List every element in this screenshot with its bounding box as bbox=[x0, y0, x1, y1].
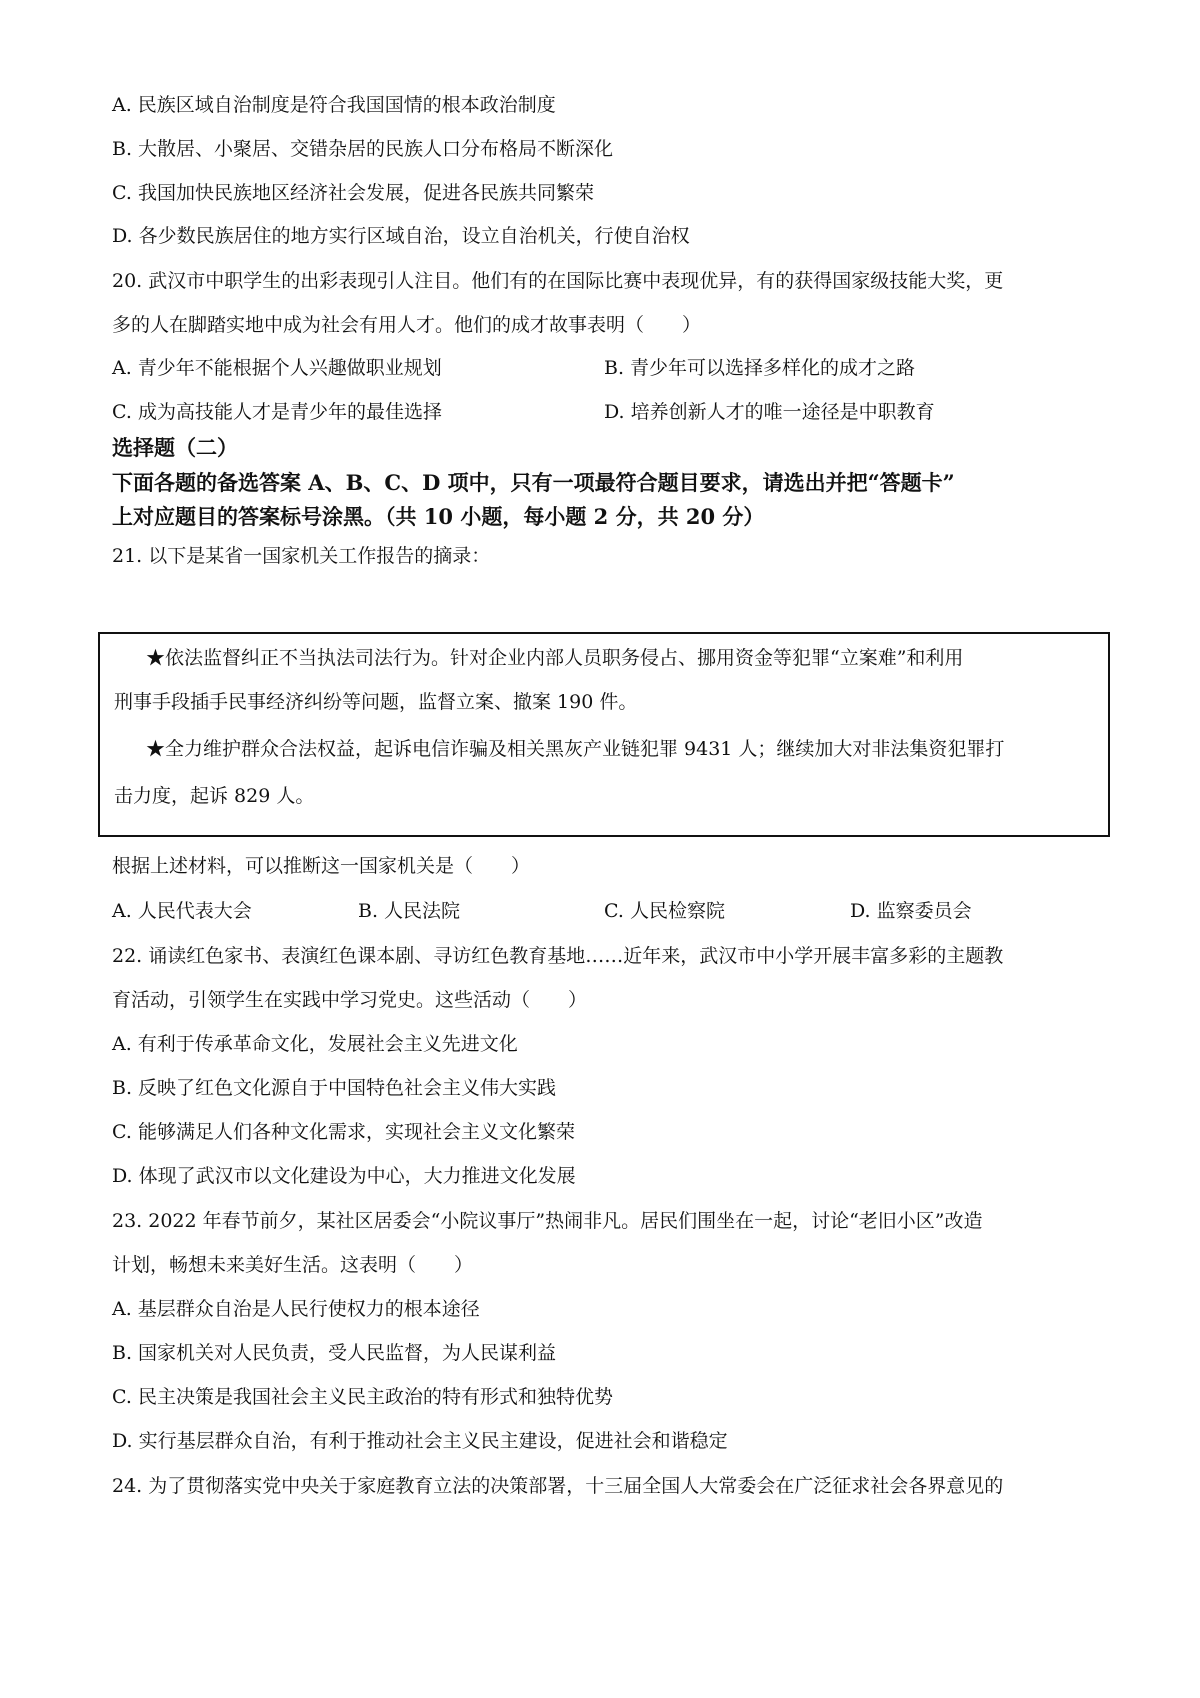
q21-option-a: A. 人民代表大会 bbox=[112, 900, 252, 922]
q22-option-c: C. 能够满足人们各种文化需求，实现社会主义文化繁荣 bbox=[112, 1121, 575, 1143]
q19-option-c: C. 我国加快民族地区经济社会发展，促进各民族共同繁荣 bbox=[112, 182, 594, 204]
q23-option-a: A. 基层群众自治是人民行使权力的根本途径 bbox=[112, 1298, 480, 1320]
q21-material-line-3: ★全力维护群众合法权益，起诉电信诈骗及相关黑灰产业链犯罪 9431 人；继续加大对非法集资犯罪打 bbox=[146, 738, 1005, 760]
q22-stem-line-2: 育活动，引领学生在实践中学习党史。这些活动（ ） bbox=[112, 989, 588, 1011]
q19-option-d: D. 各少数民族居住的地方实行区域自治，设立自治机关，行使自治权 bbox=[112, 225, 690, 247]
q20-option-b: B. 青少年可以选择多样化的成才之路 bbox=[604, 357, 916, 379]
q22-option-a: A. 有利于传承革命文化，发展社会主义先进文化 bbox=[112, 1033, 518, 1055]
q20-options-row-2 bbox=[112, 398, 1102, 426]
q23-stem-line-1: 23. 2022 年春节前夕，某社区居委会“小院议事厅”热闹非凡。居民们围坐在一起，讨论“老旧小区”改造 bbox=[112, 1210, 983, 1232]
q23-option-d: D. 实行基层群众自治，有利于推动社会主义民主建设，促进社会和谐稳定 bbox=[112, 1430, 728, 1452]
q22-option-d: D. 体现了武汉市以文化建设为中心，大力推进文化发展 bbox=[112, 1165, 576, 1187]
q21-material-box bbox=[98, 632, 1110, 837]
q21-question: 根据上述材料，可以推断这一国家机关是（ ） bbox=[112, 855, 531, 877]
section-title: 选择题（二） bbox=[112, 435, 238, 460]
q19-option-a: A. 民族区域自治制度是符合我国国情的根本政治制度 bbox=[112, 94, 556, 116]
section-instruction-line-1: 下面各题的备选答案 A、B、C、D 项中，只有一项最符合题目要求，请选出并把“答题卡” bbox=[112, 470, 955, 495]
q22-option-b: B. 反映了红色文化源自于中国特色社会主义伟大实践 bbox=[112, 1077, 557, 1099]
q20-options-row-1 bbox=[112, 354, 1102, 382]
q21-material-line-2: 刑事手段插手民事经济纠纷等问题，监督立案、撤案 190 件。 bbox=[114, 691, 638, 713]
q21-option-b: B. 人民法院 bbox=[358, 900, 461, 922]
q20-stem-line-2: 多的人在脚踏实地中成为社会有用人才。他们的成才故事表明（ ） bbox=[112, 314, 702, 336]
q20-option-c: C. 成为高技能人才是青少年的最佳选择 bbox=[112, 401, 442, 423]
q21-option-c: C. 人民检察院 bbox=[604, 900, 725, 922]
q24-stem-line-1: 24. 为了贯彻落实党中央关于家庭教育立法的决策部署，十三届全国人大常委会在广泛征求社会各界意见的 bbox=[112, 1475, 1004, 1497]
q23-option-c: C. 民主决策是我国社会主义民主政治的特有形式和独特优势 bbox=[112, 1386, 613, 1408]
q20-stem-line-1: 20. 武汉市中职学生的出彩表现引人注目。他们有的在国际比赛中表现优异，有的获得国家级技能大奖，更 bbox=[112, 270, 1004, 292]
q19-option-b: B. 大散居、小聚居、交错杂居的民族人口分布格局不断深化 bbox=[112, 138, 614, 160]
q21-options-row bbox=[112, 897, 1102, 925]
q23-stem-line-2: 计划，畅想未来美好生活。这表明（ ） bbox=[112, 1254, 474, 1276]
q20-option-d: D. 培养创新人才的唯一途径是中职教育 bbox=[604, 401, 935, 423]
q23-option-b: B. 国家机关对人民负责，受人民监督，为人民谋利益 bbox=[112, 1342, 557, 1364]
section-instruction-line-2: 上对应题目的答案标号涂黑。（共 10 小题，每小题 2 分，共 20 分） bbox=[112, 504, 765, 529]
q21-option-d: D. 监察委员会 bbox=[850, 900, 972, 922]
q20-option-a: A. 青少年不能根据个人兴趣做职业规划 bbox=[112, 357, 442, 379]
q21-stem: 21. 以下是某省一国家机关工作报告的摘录： bbox=[112, 545, 491, 567]
q22-stem-line-1: 22. 诵读红色家书、表演红色课本剧、寻访红色教育基地……近年来，武汉市中小学开展丰富多彩的主题教 bbox=[112, 945, 1004, 967]
q21-material-line-4: 击力度，起诉 829 人。 bbox=[114, 785, 315, 807]
q21-material-line-1: ★依法监督纠正不当执法司法行为。针对企业内部人员职务侵占、挪用资金等犯罪“立案难”和利用 bbox=[146, 647, 964, 669]
